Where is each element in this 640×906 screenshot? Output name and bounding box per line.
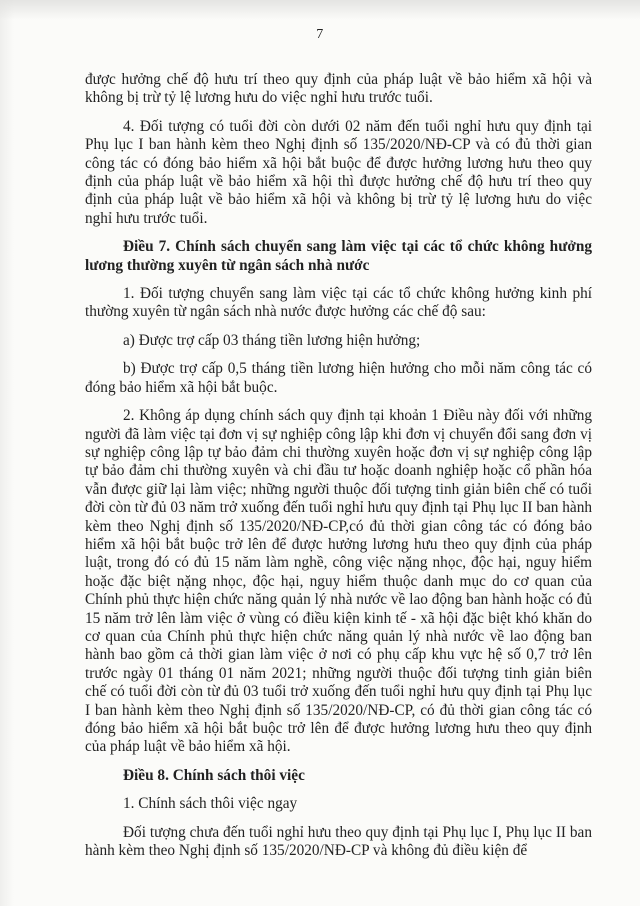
paragraph-item-2: 2. Không áp dụng chính sách quy định tại khoản 1 Điều này đối với những người đã làm việc tại đơn vị sự nghiệp công lập khi đơn vị chuyển đổi sang đơn vị sự nghiệp công lập tự bảo đảm chi thường xuyên hoặc đơn vị sự nghiệp công lập tự bảo đảm chi thường xuyên và chi đầu tư hoặc doanh nghiệp hoặc cổ phần hóa vẫn được giữ lại làm việc; những người thuộc đối tượng tinh giản biên chế có tuổi đời còn từ đủ 03 năm trở xuống đến tuổi nghỉ hưu quy định tại Phụ lục II ban hành kèm theo Nghị định số 135/2020/NĐ-CP,có đủ thời gian công tác có đóng bảo hiểm xã hội bắt buộc trở lên để được hưởng lương hưu theo quy định của pháp luật, trong đó có đủ 15 năm làm nghề, công việc nặng nhọc, độc hại, nguy hiểm hoặc đặc biệt nặng nhọc, độc hại, nguy hiểm thuộc danh mục do cơ quan của Chính phủ thực hiện chức năng quản lý nhà nước về lao động ban hành hoặc có đủ 15 năm trở lên làm việc ở vùng có điều kiện kinh tế - xã hội đặc biệt khó khăn do cơ quan của Chính phủ thực hiện chức năng quản lý nhà nước về lao động ban hành bao gồm cả thời gian làm việc ở nơi có phụ cấp khu vực hệ số 0,7 trở lên trước ngày 01 tháng 01 năm 2021; những người thuộc đối tượng tinh giản biên chế có tuổi đời còn từ đủ 03 tuổi trở xuống đến tuổi nghỉ hưu quy định tại Phụ lục I ban hành kèm theo Nghị định số 135/2020/NĐ-CP, có đủ thời gian công tác có đóng bảo hiểm xã hội bắt buộc trở lên để được hưởng lương hưu theo quy định của pháp luật về bảo hiểm xã hội. (85, 407, 592, 756)
scan-edge-shadow-left (0, 0, 14, 906)
document-body (85, 71, 592, 870)
paragraph-point-a: a) Được trợ cấp 03 tháng tiền lương hiện hưởng; (123, 331, 421, 349)
paragraph-point-b: b) Được trợ cấp 0,5 tháng tiền lương hiện hưởng cho mỗi năm công tác có đóng bảo hiểm xã hội bắt buộc. (85, 360, 592, 396)
paragraph-final: Đối tượng chưa đến tuổi nghỉ hưu theo quy định tại Phụ lục I, Phụ lục II ban hành kèm theo Nghị định số 135/2020/NĐ-CP và không đủ điều kiện để (85, 823, 592, 860)
heading-dieu-7: Điều 7. Chính sách chuyển sang làm việc tại các tổ chức không hưởng lương thường xuyên từ ngân sách nhà nước (85, 238, 592, 274)
heading-dieu-8: Điều 8. Chính sách thôi việc (123, 766, 305, 784)
paragraph-item-4: 4. Đối tượng có tuổi đời còn dưới 02 năm đến tuổi nghỉ hưu quy định tại Phụ lục I ban hành kèm theo Nghị định số 135/2020/NĐ-CP và có đủ thời gian công tác có đóng bảo hiểm xã hội bắt buộc để được hưởng lương hưu theo quy định của pháp luật về bảo hiểm xã hội thì được hưởng chế độ hưu trí theo quy định của pháp luật về bảo hiểm xã hội và không bị trừ tỷ lệ lương hưu do việc nghỉ hưu trước tuổi. (85, 117, 592, 227)
scan-edge-shadow-top (0, 0, 640, 20)
page-number-text: 7 (316, 27, 324, 42)
paragraph-item-1: 1. Đối tượng chuyển sang làm việc tại các tổ chức không hưởng kinh phí thường xuyên từ ngân sách nhà nước được hưởng các chế độ sau: (85, 285, 592, 321)
paragraph-continuation: được hưởng chế độ hưu trí theo quy định của pháp luật về bảo hiểm xã hội và không bị trừ tỷ lệ lương hưu do việc nghỉ hưu trước tuổi. (85, 71, 592, 107)
page-number (0, 27, 640, 43)
paragraph-thoi-viec-ngay: 1. Chính sách thôi việc ngay (123, 795, 298, 813)
